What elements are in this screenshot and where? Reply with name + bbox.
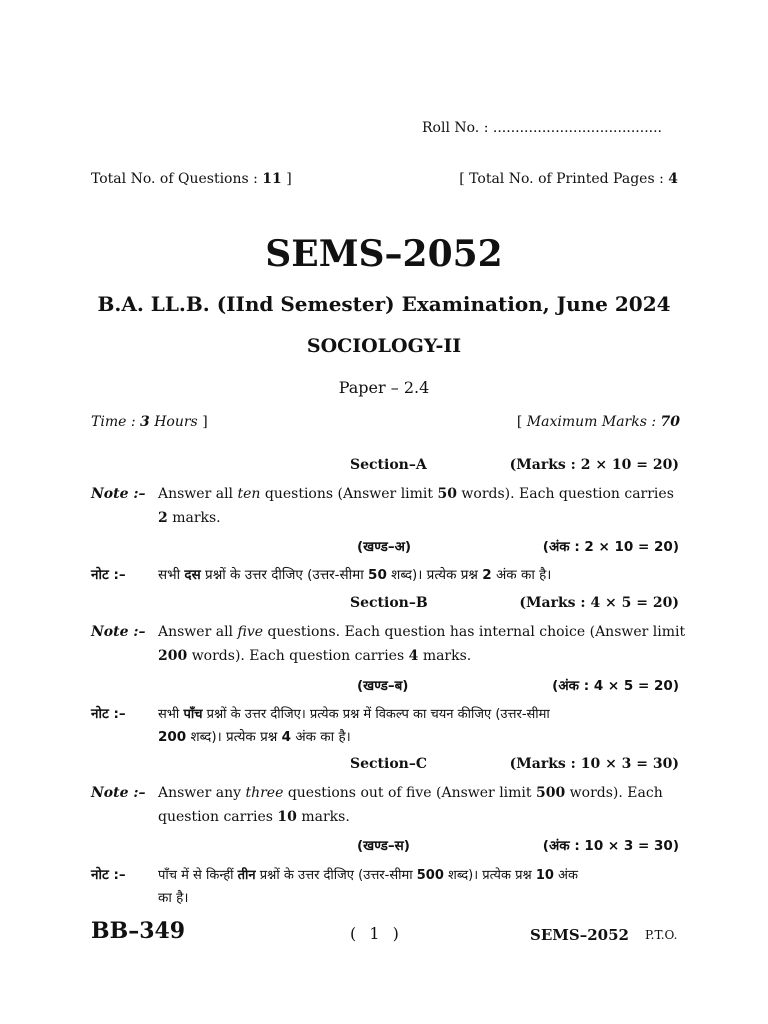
hindi-note-number: 10 [535,868,554,883]
section-c-hindi-note-line1 [158,865,578,883]
max-marks-label: Maximum Marks : [526,414,657,430]
section-c-note-line1 [158,785,663,801]
note-number: 500 [535,785,566,801]
note-emphasis: three [245,785,284,801]
section-b-note-line2 [158,648,471,664]
footer-pto: P.T.O. [645,928,678,942]
hindi-note-text: प्रश्नों के उत्तर दीजिए (उत्तर-सीमा [205,567,364,583]
section-a-hindi-note-label: नोट :– [91,567,126,583]
section-a-note-label: Note :– [91,486,146,502]
paper-code-title: SEMS–2052 [265,233,503,275]
section-c-hindi-marks: (अंक : 10 × 3 = 30) [542,838,679,854]
hindi-note-text: सभी [158,567,181,583]
section-b-hindi-title: (खण्ड–ब) [357,678,409,694]
note-text: questions (Answer limit [264,486,434,502]
note-number: 200 [158,648,188,664]
section-c-hindi-title: (खण्ड–स) [357,838,410,854]
note-text: marks. [301,809,350,825]
total-questions-value: 11 [262,171,282,187]
section-b-title: Section–B [350,595,428,611]
total-questions-bracket: ] [286,171,292,187]
section-a-note-line2 [158,510,221,526]
note-number: 4 [408,648,419,664]
hindi-note-emphasis: तीन [237,868,256,883]
hindi-note-text: शब्द)। प्रत्येक प्रश्न [448,868,532,883]
section-b-marks: (Marks : 4 × 5 = 20) [519,595,679,611]
hindi-note-emphasis: दस [184,567,201,583]
note-emphasis: ten [237,486,261,502]
total-pages-bracket: [ [459,171,465,187]
hindi-note-text: सभी [158,707,180,722]
maximum-marks [517,414,680,430]
time-value: 3 [140,414,150,430]
note-text: Answer any [158,785,241,801]
note-text: questions. Each question has internal choice (Answer limit [267,624,686,640]
hindi-note-number: 200 [158,729,187,745]
hindi-note-text: अंक का है। [495,567,552,583]
section-b-note-line1 [158,624,685,640]
section-c-hindi-note-line2: का है। [158,890,189,906]
note-number: 50 [437,486,457,502]
max-marks-bracket: [ [516,414,523,430]
footer-code: BB–349 [91,918,186,944]
total-questions [91,171,292,187]
hindi-note-number: 50 [368,567,387,583]
hindi-note-text: प्रश्नों के उत्तर दीजिए (उत्तर-सीमा [259,868,413,883]
section-c-marks: (Marks : 10 × 3 = 30) [509,756,679,772]
note-emphasis: five [237,624,264,640]
note-text: questions out of five (Answer limit [287,785,532,801]
note-text: words). Each question carries [461,486,674,502]
section-a-title: Section–A [350,457,427,473]
note-text: words). Each [569,785,663,801]
section-c-note-label: Note :– [91,785,146,801]
time-allowed [91,414,208,430]
paper-number: Paper – 2.4 [338,378,430,397]
section-a-note-line1 [158,486,674,502]
section-b-hindi-note-label: नोट :– [91,706,126,722]
total-pages-label: Total No. of Printed Pages : [469,171,664,187]
note-text: Answer all [158,486,234,502]
note-text: words). Each question carries [191,648,405,664]
section-c-hindi-note-label: नोट :– [91,867,126,883]
note-text: marks. [172,510,221,526]
hindi-note-number: 2 [482,567,492,583]
total-pages [459,171,678,187]
section-a-hindi-marks: (अंक : 2 × 10 = 20) [542,539,679,555]
note-text: marks. [422,648,472,664]
section-b-hindi-note-line2 [158,727,351,745]
footer-paper-code: SEMS–2052 [530,926,629,944]
hindi-note-text: शब्द)। प्रत्येक प्रश्न [190,729,278,745]
total-pages-value: 4 [668,171,678,187]
time-bracket: ] [202,414,208,430]
roll-no-label: Roll No. : [422,120,489,136]
section-a-marks: (Marks : 2 × 10 = 20) [509,457,679,473]
roll-no-line [422,120,662,136]
hindi-note-text: अंक का है। [295,729,351,745]
note-text: question carries [158,809,273,825]
section-c-title: Section–C [350,756,427,772]
subject-title: SOCIOLOGY-II [306,335,462,357]
section-a-hindi-note [158,565,551,583]
hindi-note-emphasis: पाँच [183,707,203,722]
section-b-note-label: Note :– [91,624,146,640]
note-text: Answer all [158,624,234,640]
section-a-hindi-title: (खण्ड–अ) [357,539,412,555]
section-b-hindi-marks: (अंक : 4 × 5 = 20) [552,678,679,694]
section-b-hindi-note-line1 [158,704,550,722]
time-unit: Hours [154,414,198,430]
time-label: Time : [91,414,136,430]
note-number: 2 [158,510,168,526]
max-marks-value: 70 [660,414,680,430]
hindi-note-number: 500 [416,868,444,883]
hindi-note-number: 4 [281,729,292,745]
exam-title: B.A. LL.B. (IInd Semester) Examination, June 2024 [97,292,671,316]
hindi-note-text: शब्द)। प्रत्येक प्रश्न [391,567,478,583]
section-c-note-line2 [158,809,350,825]
hindi-note-text: प्रश्नों के उत्तर दीजिए। प्रत्येक प्रश्न में विकल्प का चयन कीजिए (उत्तर-सीमा [206,707,550,722]
roll-no-dots: ...................................... [492,120,662,136]
note-number: 10 [277,809,297,825]
hindi-note-text: पाँच में से किन्हीं [158,868,234,883]
footer-page-number: ( 1 ) [350,924,399,943]
total-questions-label: Total No. of Questions : [91,171,258,187]
hindi-note-text: अंक [558,868,578,883]
